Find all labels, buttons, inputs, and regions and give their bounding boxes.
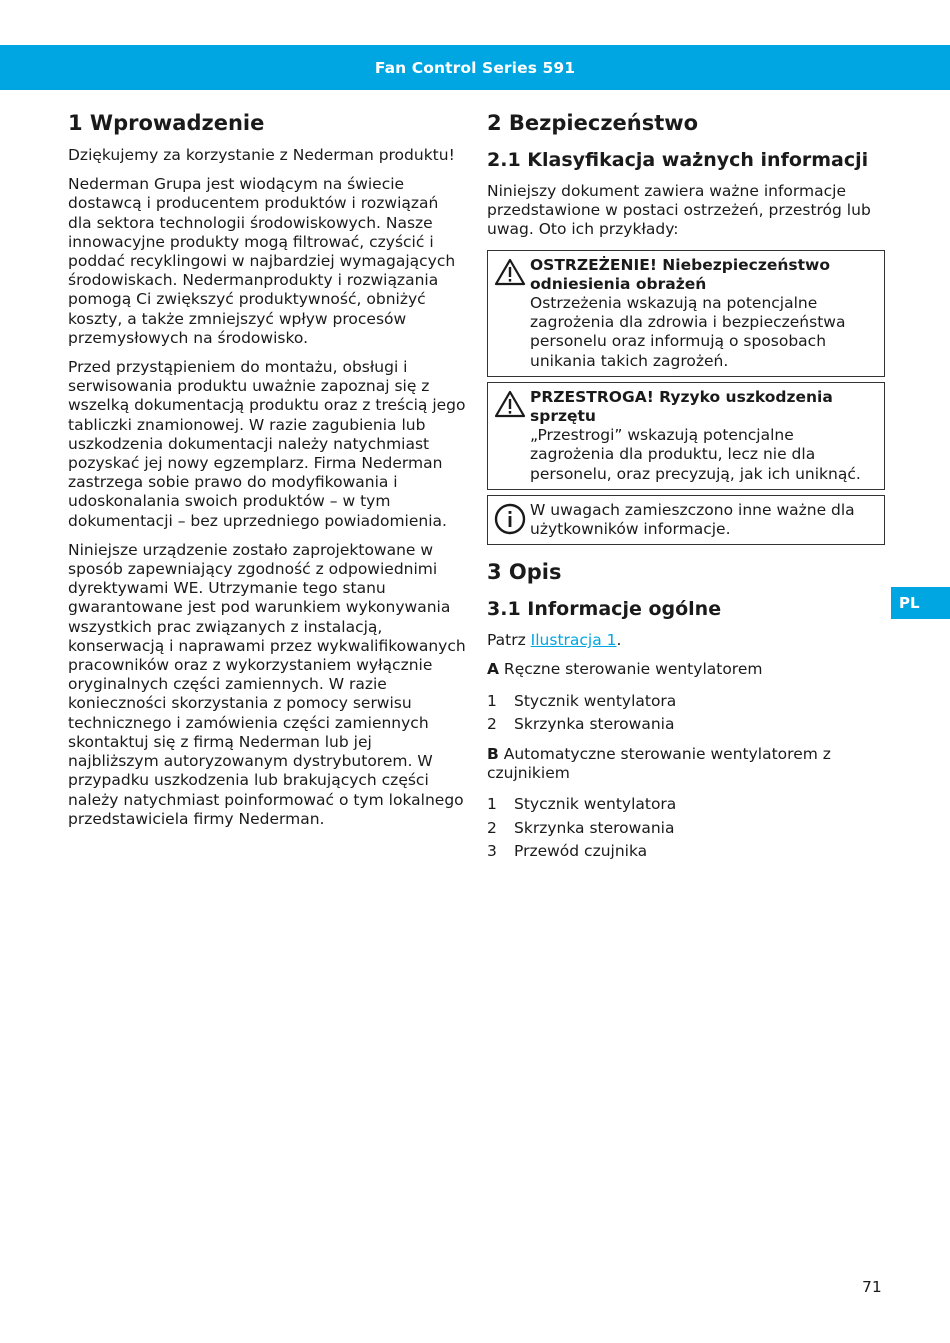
- caution-box: [487, 382, 885, 490]
- subsection-heading-classification: 2.1 Klasyfikacja ważnych informacji: [487, 149, 869, 171]
- document-header: [0, 45, 950, 90]
- safety-intro: Niniejszy dokument zawiera ważne informacje przedstawione w postaci ostrzeżeń, przestróg lub uwag. Oto ich przykłady:: [487, 182, 871, 239]
- see-illustration: Patrz Ilustracja 1.: [487, 631, 622, 650]
- group-a-list: [487, 690, 885, 737]
- right-column: [487, 110, 885, 872]
- caution-text: „Przestrogi” wskazują potencjalne zagrożenia dla produktu, lecz nie dla personelu, oraz precyzują, jak ich uniknąć.: [530, 426, 861, 483]
- group-b-list: [487, 793, 885, 864]
- info-circle-icon: [494, 501, 530, 539]
- list-item: 2 Skrzynka sterowania: [487, 715, 675, 734]
- warning-triangle-icon: [494, 388, 530, 484]
- warning-title: OSTRZEŻENIE! Niebezpieczeństwo odniesienia obrażeń: [530, 255, 831, 293]
- note-text: W uwagach zamieszczono inne ważne dla użytkowników informacje.: [530, 500, 855, 539]
- page-number: 71: [862, 1278, 882, 1296]
- list-item: 1 Stycznik wentylatora: [487, 691, 677, 710]
- group-b-heading: B Automatyczne sterowanie wentylatorem z czujnikiem: [487, 744, 831, 782]
- section-heading-safety: 2 Bezpieczeństwo: [487, 111, 699, 135]
- note-box: [487, 495, 885, 545]
- intro-paragraph-2: Nederman Grupa jest wiodącym na świecie dostawcą i producentem produktów i rozwiązań dla sektora technologii środowiskowych. Nasze innowacyjne produkty mogą filtrować, czyścić i poddać recyklingowi w najbardziej wymagających środowiskach. Nedermanprodukty i rozwiązania pomogą Ci zwiększyć produktywność, obniżyć koszty, a także zmniejszyć wpływ procesów przemysłowych na środowisko.: [68, 175, 456, 347]
- group-a-heading: A Ręczne sterowanie wentylatorem: [487, 660, 763, 679]
- list-item: 2 Skrzynka sterowania: [487, 818, 675, 837]
- intro-paragraph-3: Przed przystąpieniem do montażu, obsługi i serwisowania produktu uważnie zapoznaj się z wszelką dokumentacją produktu oraz z treścią jego tabliczki znamionowej. W razie zagubienia lub uszkodzenia dokumentacji należy natychmiast pozyskać jej nowy egzemplarz. Firma Nederman zastrzega sobie prawo do modyfikowania i udoskonalania swoich produktów – w tym dokumentacji – bez uprzedniego powiadomienia.: [68, 358, 466, 530]
- left-column: [68, 110, 466, 839]
- warning-triangle-icon: [494, 256, 530, 371]
- caution-title: PRZESTROGA! Ryzyko uszkodzenia sprzętu: [530, 387, 833, 426]
- header-title: Fan Control Series 591: [374, 58, 576, 77]
- warning-text: Ostrzeżenia wskazują na potencjalne zagrożenia dla zdrowia i bezpieczeństwa personelu oraz informują o sposobach unikania takich zagrożeń.: [530, 294, 846, 370]
- section-heading-introduction: 1 Wprowadzenie: [68, 111, 265, 135]
- subsection-heading-general: 3.1 Informacje ogólne: [487, 598, 722, 621]
- list-item: 3 Przewód czujnika: [487, 842, 648, 861]
- section-heading-description: 3 Opis: [487, 560, 562, 585]
- intro-paragraph-1: Dziękujemy za korzystanie z Nederman produktu!: [68, 146, 455, 164]
- language-tab: PL: [891, 587, 950, 619]
- warning-box: [487, 250, 885, 377]
- list-item: 1 Stycznik wentylatora: [487, 795, 677, 814]
- illustration-link[interactable]: Ilustracja 1: [530, 631, 617, 650]
- intro-paragraph-4: Niniejsze urządzenie zostało zaprojektowane w sposób zapewniający zgodność z odpowiednimi dyrektywami WE. Utrzymanie tego stanu gwarantowane jest pod warunkiem wykonywania wszystkich prac związanych z instalacją, konserwacją i naprawami przez wykwalifikowanych pracowników oraz z wykorzystaniem wyłącznie oryginalnych części zamiennych. W razie konieczności skorzystania z pomocy serwisu technicznego i zamówienia części zamiennych skontaktuj się z firmą Nederman lub jej najbliższym autoryzowanym dystrybutorem. W przypadku uszkodzenia lub brakujących części należy natychmiast poinformować o tym lokalnego przedstawiciela firmy Nederman.: [68, 540, 466, 828]
